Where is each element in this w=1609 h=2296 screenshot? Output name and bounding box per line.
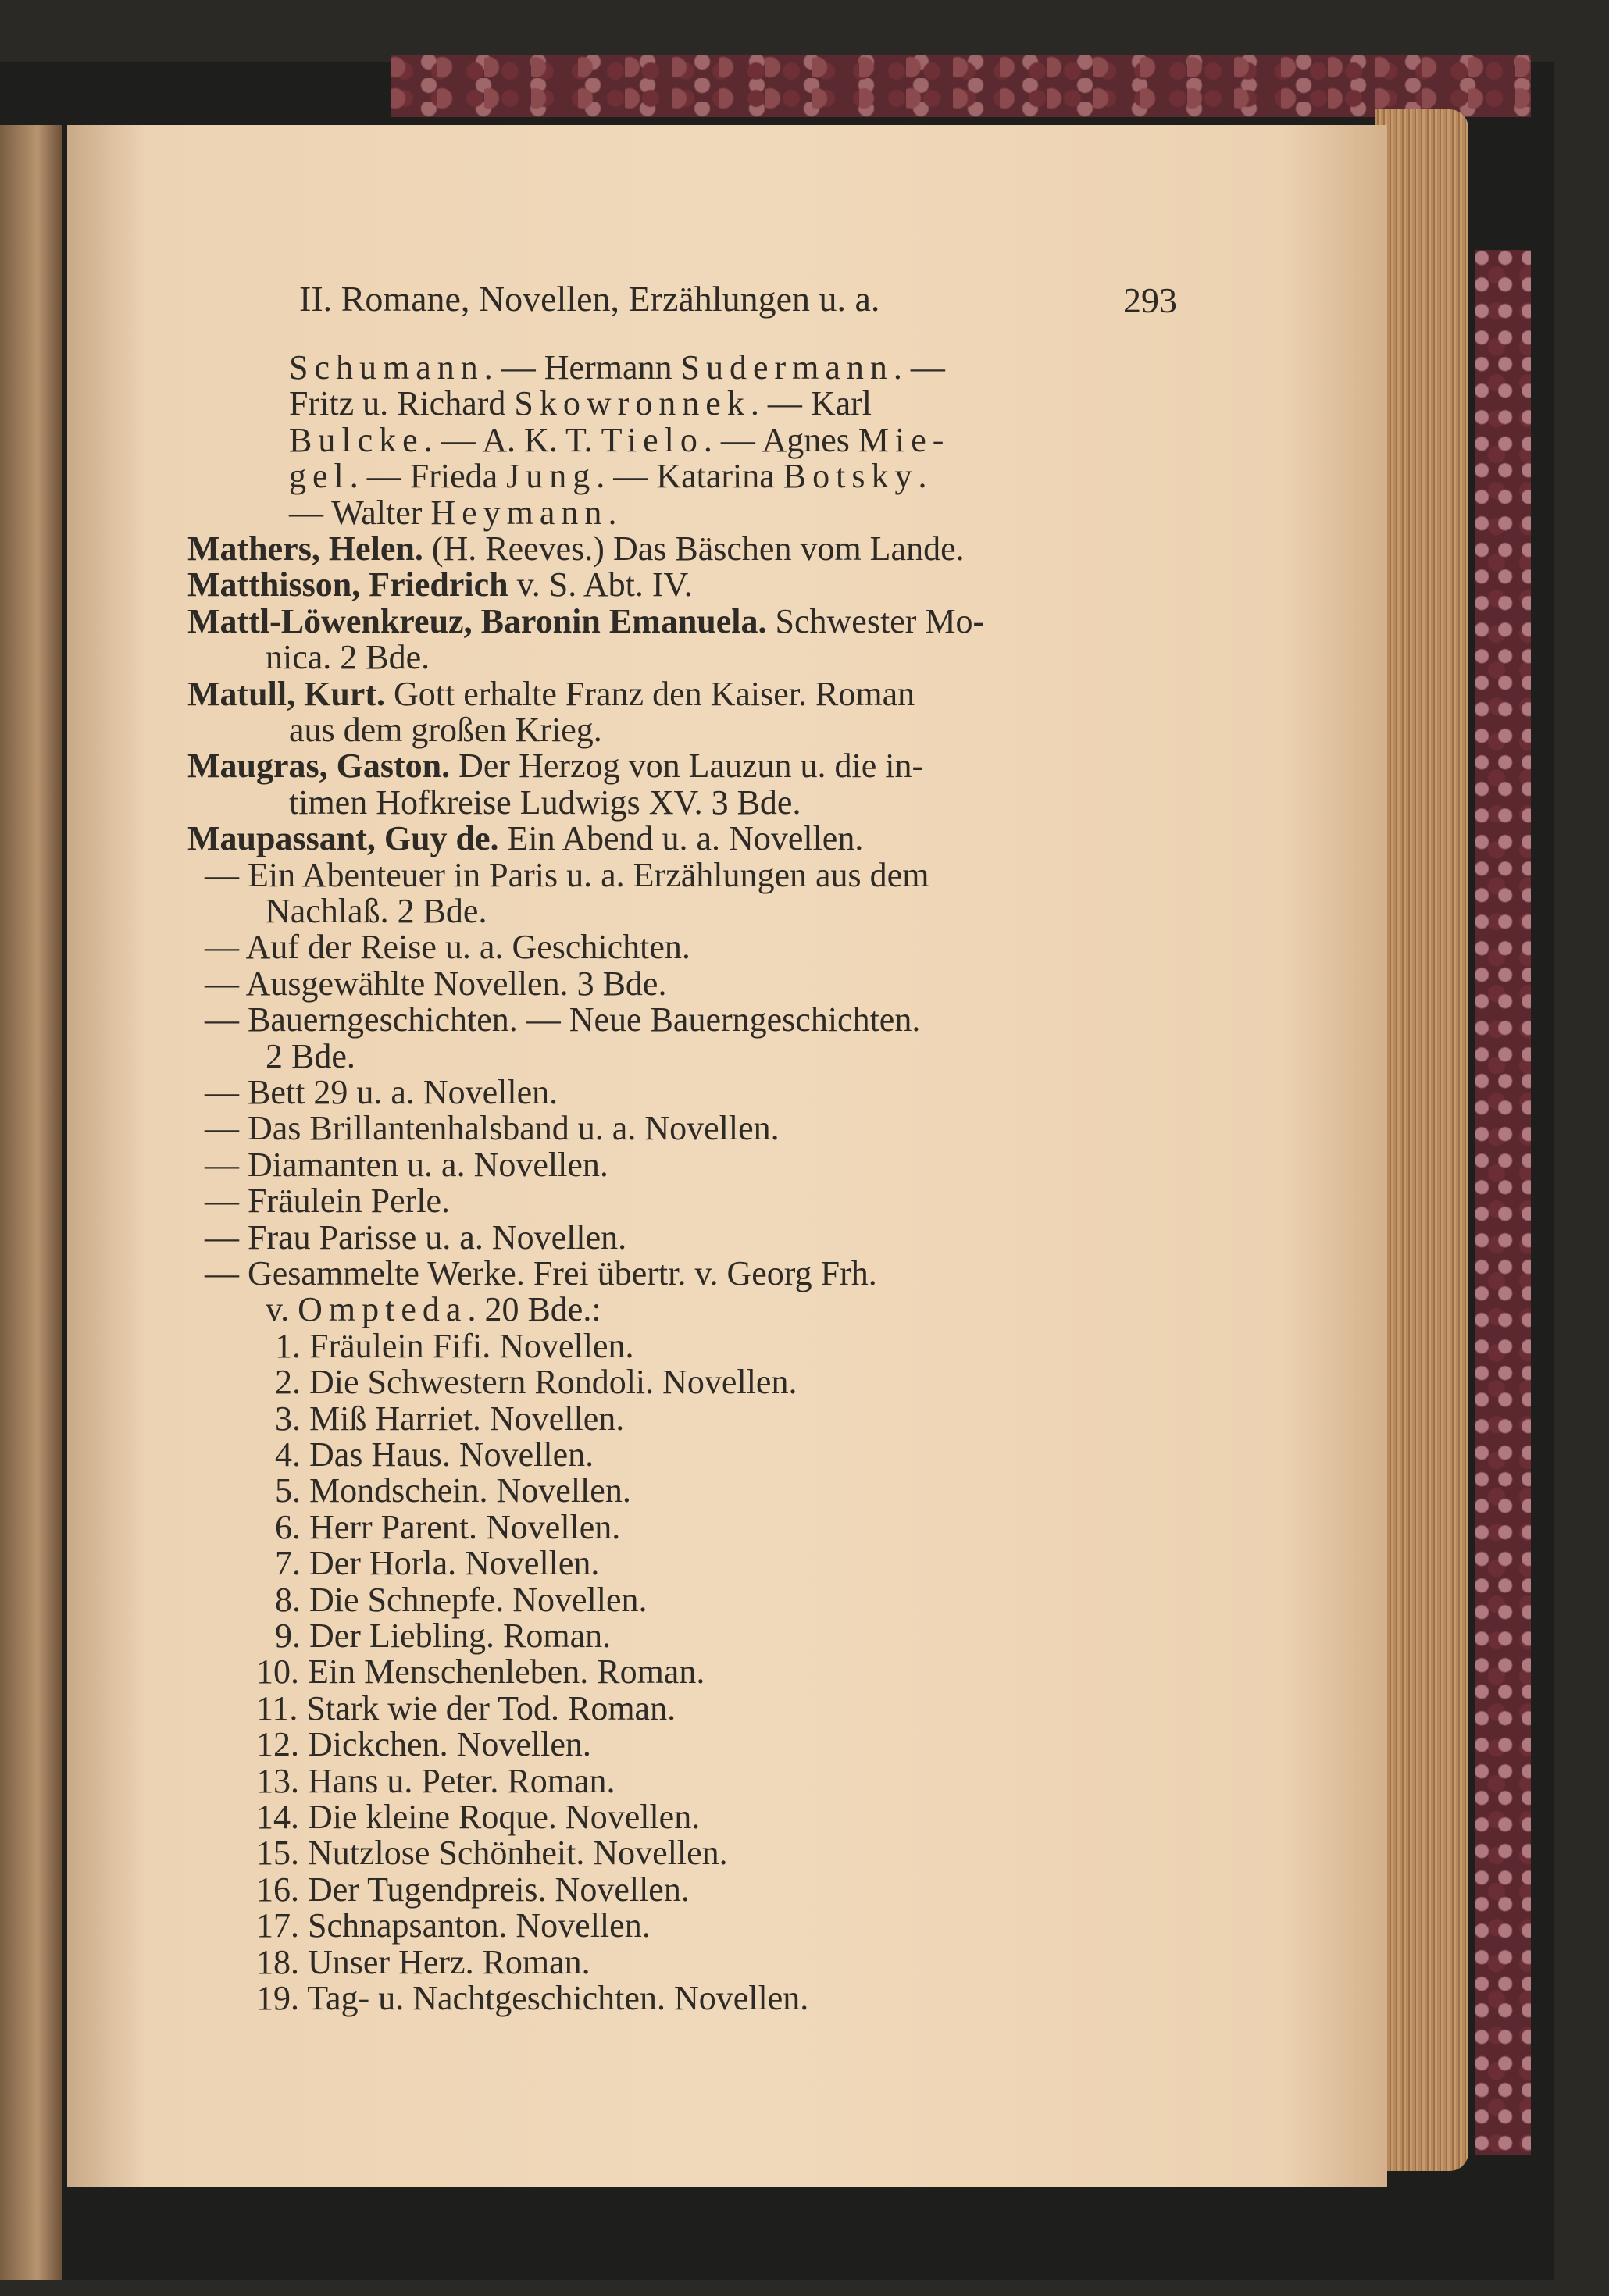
text-line bbox=[187, 531, 965, 567]
text-segment: 17. Schnapsanton. Novellen. bbox=[256, 1906, 651, 1945]
spaced-name: Jung bbox=[506, 457, 597, 496]
text-segment: 11. Stark wie der Tod. Roman. bbox=[256, 1688, 676, 1727]
marbled-endpaper-side bbox=[1475, 250, 1531, 2155]
text-line bbox=[205, 966, 666, 1002]
text-line bbox=[266, 1292, 601, 1328]
text-segment: Schwester Mo- bbox=[766, 601, 985, 640]
entry-author: Mattl-Löwenkreuz, Baronin Emanuela. bbox=[187, 601, 767, 640]
spaced-name: Bulcke bbox=[289, 420, 424, 459]
entry-author: Maupassant, Guy de. bbox=[187, 819, 499, 858]
text-line bbox=[187, 748, 923, 784]
text-segment: . — Hermann bbox=[483, 348, 681, 387]
text-segment: 12. Dickchen. Novellen. bbox=[256, 1725, 591, 1764]
text-line bbox=[205, 857, 929, 893]
marbled-endpaper-top bbox=[391, 55, 1531, 117]
text-line bbox=[289, 712, 602, 748]
text-line bbox=[256, 1727, 591, 1763]
spaced-name: Botsky bbox=[783, 457, 919, 496]
text-line bbox=[205, 1147, 608, 1183]
text-segment: v. S. Abt. IV. bbox=[508, 565, 693, 604]
text-line bbox=[289, 495, 616, 531]
entry-author: Mathers, Helen. bbox=[187, 529, 423, 568]
page-number: 293 bbox=[1123, 280, 1177, 320]
text-line bbox=[266, 893, 487, 929]
text-segment: 9. Der Liebling. Roman. bbox=[275, 1617, 612, 1655]
text-line bbox=[256, 1872, 690, 1908]
text-line bbox=[275, 1618, 611, 1654]
text-segment: 8. Die Schnepfe. Novellen. bbox=[275, 1580, 648, 1619]
text-segment: 4. Das Haus. Novellen. bbox=[275, 1435, 594, 1474]
entry-author: Maugras, Gaston. bbox=[187, 747, 451, 786]
text-line bbox=[275, 1401, 624, 1437]
text-segment: — Das Brillantenhalsband u. a. Novellen. bbox=[205, 1109, 780, 1148]
left-page-edge bbox=[0, 125, 62, 2280]
page-block-edge bbox=[1375, 109, 1468, 2171]
text-segment: 7. Der Horla. Novellen. bbox=[275, 1544, 600, 1583]
text-segment: 2. Die Schwestern Rondoli. Novellen. bbox=[275, 1363, 797, 1402]
text-segment: 13. Hans u. Peter. Roman. bbox=[256, 1761, 615, 1800]
spaced-name: gel bbox=[289, 457, 350, 496]
text-line bbox=[289, 458, 926, 494]
text-segment: 10. Ein Menschenleben. Roman. bbox=[256, 1652, 705, 1692]
text-line bbox=[187, 821, 863, 857]
spaced-name: Tielo bbox=[601, 420, 704, 459]
spaced-name: Skowronnek bbox=[514, 384, 751, 423]
text-line bbox=[205, 1075, 558, 1111]
text-segment: 18. Unser Herz. Roman. bbox=[256, 1942, 590, 1981]
text-line bbox=[275, 1328, 634, 1364]
text-segment: . — Katarina bbox=[596, 457, 783, 496]
text-line bbox=[256, 1654, 705, 1690]
text-line bbox=[187, 601, 985, 640]
spaced-name: Mie- bbox=[858, 420, 951, 459]
text-line bbox=[256, 1835, 728, 1871]
text-segment: . — Agnes bbox=[703, 420, 858, 459]
text-segment: nica. 2 Bde. bbox=[266, 638, 430, 677]
text-segment: (H. Reeves.) Das Bäschen vom Lande. bbox=[423, 529, 965, 568]
text-segment: aus dem großen Krieg. bbox=[289, 711, 602, 749]
text-segment: — Ein Abenteuer in Paris u. a. Erzählungen aus dem bbox=[205, 855, 929, 894]
text-segment: . — Frieda bbox=[349, 457, 507, 496]
text-segment: Der Herzog von Lauzun u. die in- bbox=[450, 747, 924, 786]
text-segment: — Ausgewählte Novellen. 3 Bde. bbox=[205, 964, 667, 1003]
text-line bbox=[289, 422, 950, 458]
text-line bbox=[187, 676, 915, 712]
text-segment: — Bett 29 u. a. Novellen. bbox=[205, 1073, 558, 1111]
text-line bbox=[266, 1036, 355, 1075]
spaced-name: Heymann bbox=[430, 493, 608, 532]
text-segment: 14. Die kleine Roque. Novellen. bbox=[256, 1798, 701, 1836]
text-segment: — Gesammelte Werke. Frei übertr. v. Georg Frh. bbox=[205, 1254, 877, 1292]
text-line bbox=[289, 386, 872, 422]
text-segment: Nachlaß. 2 Bde. bbox=[266, 892, 487, 930]
text-segment: — Auf der Reise u. a. Geschichten. bbox=[205, 928, 690, 967]
text-line bbox=[289, 350, 945, 386]
text-line bbox=[256, 1942, 590, 1981]
text-line bbox=[205, 1220, 626, 1256]
text-line bbox=[205, 1256, 877, 1292]
text-segment: . — A. K. T. bbox=[423, 420, 601, 459]
text-segment: . bbox=[608, 493, 617, 532]
text-line bbox=[275, 1364, 797, 1400]
text-segment: — Walter bbox=[289, 493, 431, 532]
running-header: II. Romane, Novellen, Erzählungen u. a. bbox=[299, 279, 880, 319]
text-segment: 6. Herr Parent. Novellen. bbox=[275, 1507, 621, 1546]
text-line bbox=[256, 1799, 700, 1835]
text-line bbox=[205, 1111, 780, 1146]
spaced-name: Sudermann bbox=[680, 348, 894, 387]
text-line bbox=[205, 1002, 920, 1038]
text-segment: . 20 Bde.: bbox=[467, 1290, 601, 1329]
text-segment: Ein Abend u. a. Novellen. bbox=[498, 819, 864, 858]
entry-author: Matull, Kurt. bbox=[187, 674, 385, 713]
text-segment: 16. Der Tugendpreis. Novellen. bbox=[256, 1870, 690, 1909]
text-line bbox=[187, 567, 693, 603]
text-segment: — Fräulein Perle. bbox=[205, 1182, 451, 1221]
text-line bbox=[275, 1546, 599, 1581]
entry-author: Matthisson, Friedrich bbox=[187, 565, 508, 604]
text-line bbox=[256, 1980, 808, 2016]
text-segment: 1. Fräulein Fifi. Novellen. bbox=[275, 1326, 634, 1365]
spaced-name: Ompteda bbox=[298, 1290, 468, 1329]
text-line bbox=[256, 1908, 651, 1944]
text-segment: . — bbox=[893, 348, 945, 387]
text-segment: — Frau Parisse u. a. Novellen. bbox=[205, 1218, 627, 1257]
text-segment: 3. Miß Harriet. Novellen. bbox=[275, 1399, 625, 1438]
text-segment: 2 Bde. bbox=[266, 1036, 355, 1075]
text-line bbox=[256, 1763, 615, 1799]
text-segment: v. bbox=[266, 1290, 298, 1329]
text-line bbox=[205, 929, 690, 965]
text-line bbox=[289, 785, 801, 821]
text-segment: . bbox=[918, 457, 927, 496]
text-line bbox=[275, 1473, 631, 1509]
text-segment: — Bauerngeschichten. — Neue Bauerngeschichten. bbox=[205, 1000, 921, 1039]
text-line bbox=[275, 1437, 594, 1473]
text-line bbox=[256, 1688, 676, 1727]
text-segment: — Diamanten u. a. Novellen. bbox=[205, 1145, 608, 1184]
text-segment: Fritz u. Richard bbox=[289, 384, 515, 423]
text-line bbox=[205, 1183, 450, 1219]
text-line bbox=[275, 1507, 621, 1546]
text-line bbox=[266, 640, 430, 676]
text-segment: timen Hofkreise Ludwigs XV. 3 Bde. bbox=[289, 783, 801, 822]
text-segment: . — Karl bbox=[750, 384, 872, 423]
text-segment: 5. Mondschein. Novellen. bbox=[275, 1471, 631, 1510]
spaced-name: Schumann bbox=[289, 348, 484, 387]
text-segment: Gott erhalte Franz den Kaiser. Roman bbox=[384, 674, 915, 713]
text-line bbox=[275, 1582, 648, 1618]
text-segment: 15. Nutzlose Schönheit. Novellen. bbox=[256, 1834, 728, 1873]
text-segment: 19. Tag- u. Nachtgeschichten. Novellen. bbox=[256, 1979, 809, 2017]
